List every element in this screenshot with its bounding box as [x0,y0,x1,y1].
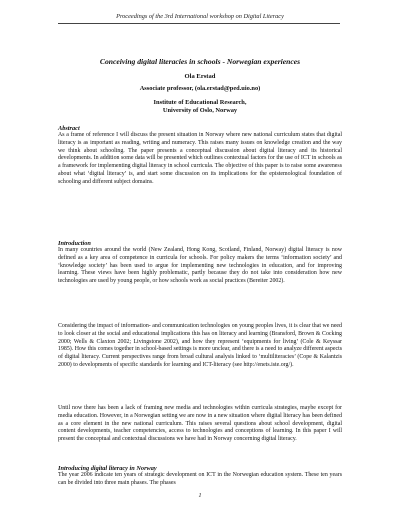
introduction-section [58,240,342,286]
abstract-text: As a frame of reference I will discuss the present situation in Norway where new national curriculum states that digital literacy is as important as reading, writing and numeracy. This raises many issues on knowledge creation and the way we think about schooling. The paper presents a conceptual discussion about digital literacy and its historical developments. In addition some data will be presented which outlines contextual factors for the use of ICT in schools as a framework for implementing digital literacy in school curricula. The objective of this paper is to raise some awareness about what ‘digital literacy’ is, and start some discussion on its implications for the epistemological foundation of schooling and different subject domains. [58,132,342,185]
university: University of Oslo, Norway [162,107,238,115]
intro-paragraph-2-block [58,323,342,370]
abstract-heading: Abstract [58,125,80,132]
section2-heading: Introducing digital literacy in Norway [58,465,157,472]
author-role: Associate professor, (ola.erstad@ped.uio.no) [139,85,261,92]
intro-paragraph-1: In many countries around the world (New Zealand, Hong Kong, Scotland, Finland, Norway) digital literacy is now defined as a key area of competence in curricula for schools. For policy makers the terms ‘information society’ and ‘knowledge society’ has been used to argue for implementing new technologies in education, and for improving learning. These views have been highly problematic, partly because they do not take into consideration how new technologies are used by young people, or how schools work as social practices (Bereiter 2002). [58,247,342,284]
paper-title: Conceiving digital literacies in schools - Norwegian experiences [99,57,301,66]
page-number: 1 [198,493,202,499]
section2-text: The year 2006 indicate ten years of strategic development on ICT in the Norwegian education system. These ten years can be divided into three main phases. The phases [58,472,342,486]
section-digital-literacy-norway [58,465,342,488]
intro-paragraph-2: Considering the impact of information- and communication technologies on young peoples lives, it is clear that we need to look closer at the social and educational implications this has on literacy and learning (Bransford, Brown & Cocking 2000; Wells & Claxton 2002; Livingstone 2002), and how they represent ‘equipments for living’ (Cole & Keyssar 1985). How this comes together in school-based settings is more unclear, and there is a need to analyze different aspects of digital literacy. Current perspectives range from broad cultural analysis linked to ‘multiliteracies’ (Cope & Kalantzis 2000) to developments of specific standards for learning and ICT-literacy (see http://enets.iste.org/). [58,323,342,368]
header-rule [58,23,340,24]
abstract-section [58,125,342,186]
introduction-heading: Introduction [58,240,91,247]
author-name: Ola Erstad [184,73,216,80]
author-affiliation [0,85,400,116]
intro-paragraph-3: Until now there has been a lack of framing new media and technologies within curricula strategies, maybe except for media education. However, in a Norwegian setting we are now in a new situation where digital literacy has been defined as a core element in the new national curriculum. This raises several questions about school development, digital content developments, teacher competencies, access to technologies and conceptions of learning. In this paper I will present the conceptual and contextual discussions we have had in Norway concerning digital literacy. [58,405,342,442]
institute: Institute of Educational Research, [153,98,247,106]
running-head: Proceedings of the 3rd International workshop on Digital Literacy [116,13,284,20]
intro-paragraph-3-block [58,405,342,444]
